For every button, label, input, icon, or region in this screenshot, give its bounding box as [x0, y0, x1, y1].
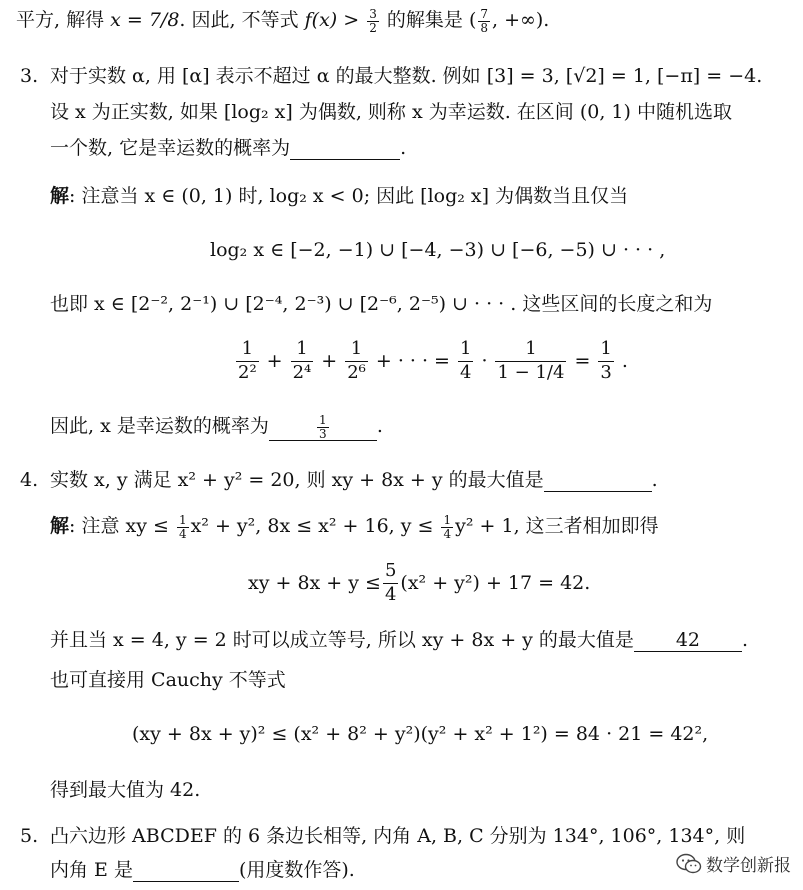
problem4-display-equation: xy + 8x + y ≤ $\frac{5}{4}$ (x² + y²) + 17 = 42. [248, 560, 591, 605]
problem3-line3: 一个数, 它是幸运数的概率为 . [50, 137, 407, 159]
fraction-geometric-ratio: $\frac{1}{1 - 1/4}$ [497, 338, 565, 383]
solution-label: 解 [50, 185, 70, 207]
fraction-five-quarters: $\frac{5}{4}$ [384, 560, 397, 605]
problem4-cauchy-equation: (xy + 8x + y)² ≤ (x² + 8² + y²)(y² + x² + 1²) = 84 · 21 = 42², [132, 723, 709, 745]
problem5-line2: 内角 E 是 (用度数作答). [50, 859, 355, 881]
watermark-text: 数学创新报 [706, 856, 791, 876]
answer-filled-3: $\frac{1}{3}$ [269, 414, 377, 441]
problem3-solution-line2: 也即 x ∈ [2⁻², 2⁻¹) ∪ [2⁻⁴, 2⁻³) ∪ [2⁻⁶, 2⁻⁵) ∪ · · · . 这些区间的长度之和为 [50, 293, 713, 315]
answer-blank-5 [133, 860, 239, 882]
problem3-line2: 设 x 为正实数, 如果 [log₂ x] 为偶数, 则称 x 为幸运数. 在区间 (0, 1) 中随机选取 [50, 101, 732, 123]
problem3-line1: 3. 对于实数 α, 用 [α] 表示不超过 α 的最大整数. 例如 [3] = 3, [√2] = 1, [−π] = −4. [20, 65, 763, 87]
fraction-seven-eighths: $\frac{7}{8}$ [480, 7, 488, 35]
fraction-three-halves: $\frac{3}{2}$ [369, 7, 377, 35]
problem4-line1: 4. 实数 x, y 满足 x² + y² = 20, 则 xy + 8x + y 的最大值是 . [20, 469, 658, 491]
answer-filled-4: 42 [634, 630, 742, 652]
wechat-icon [676, 853, 702, 875]
problem3-number: 3. [20, 65, 39, 87]
problem5-number: 5. [20, 825, 39, 847]
problem3-solution-line1: 解: 注意当 x ∈ (0, 1) 时, log₂ x < 0; 因此 [log₂ x] 为偶数当且仅当 [50, 185, 629, 207]
answer-blank-4 [544, 470, 652, 492]
term-1-over-2-squared: 1 2² [238, 338, 257, 383]
problem4-number: 4. [20, 469, 39, 491]
answer-blank-3 [290, 138, 400, 160]
problem5-line1: 5. 凸六边形 ABCDEF 的 6 条边长相等, 内角 A, B, C 分别为 134°, 106°, 134°, 则 [20, 825, 746, 847]
term-1-over-2-fourth: $\frac{1}{\text{2⁴}}$ [292, 338, 312, 383]
problem3-sum-equation: 1 2² + $\frac{1}{\text{2⁴}}$ + $\frac{1}{\text{2⁶}}$ + · · · = $\frac{1}{4}$ · $\frac{1}{1 - 1/4}$ = $\frac{1}{3}$ . [238, 338, 628, 383]
fraction-one-third: $\frac{1}{3}$ [600, 338, 612, 383]
fraction-one-quarter: $\frac{1}{4}$ [459, 338, 472, 383]
problem4-solution-line1: 解: 注意 xy ≤ $\frac{1}{4}$ x² + y², 8x ≤ x² + 16, y ≤ $\frac{1}{4}$ y² + 1, 这三者相加即得 [50, 513, 659, 541]
watermark [676, 851, 791, 876]
problem4-line3: 也可直接用 Cauchy 不等式 [50, 669, 286, 691]
top-line: 平方, 解得 x = 7/8. 因此, 不等式 f(x) > $\frac{3}{2}$ 的解集是 ( $\frac{7}{8}$ , +∞). [16, 7, 550, 35]
problem4-line2: 并且当 x = 4, y = 2 时可以成立等号, 所以 xy + 8x + y 的最大值是 42 . [50, 629, 748, 651]
problem3-conclusion: 因此, x 是幸运数的概率为 $\frac{1}{3}$ . [50, 413, 383, 441]
solution-label: 解 [50, 515, 70, 538]
problem3-display-equation: log₂ x ∈ [−2, −1) ∪ [−4, −3) ∪ [−6, −5) ∪ · · · , [210, 239, 666, 261]
problem4-line4: 得到最大值为 42. [50, 779, 201, 801]
term-1-over-2-sixth: $\frac{1}{\text{2⁶}}$ [347, 338, 366, 383]
